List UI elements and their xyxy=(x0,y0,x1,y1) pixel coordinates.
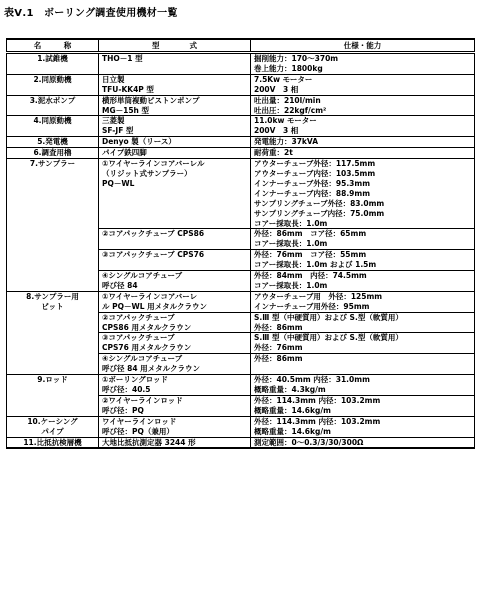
spec-line: 外径：76mm xyxy=(254,343,303,353)
model-cell xyxy=(99,416,251,437)
spec-line: コアー採取長：1.0m および 1.5m xyxy=(254,260,377,270)
model-cell xyxy=(99,229,251,250)
model-cell xyxy=(99,375,251,396)
name-cell xyxy=(7,116,99,137)
spec-line: 耐荷重：2t xyxy=(254,148,293,158)
name-cell xyxy=(7,250,99,271)
spec-line: 7.5Kw モーター xyxy=(254,74,313,84)
model-line: ④シングルコアチューブ xyxy=(102,271,183,281)
table-row xyxy=(7,250,475,271)
model-line: パイプ鉄四脚 xyxy=(102,148,147,158)
spec-cell xyxy=(251,271,475,292)
model-line: 三菱製 xyxy=(102,116,125,126)
spec-line: サンプリングチューブ外径：83.0mm xyxy=(254,198,385,208)
model-line: 横形単筒複動ピストンポンプ xyxy=(102,95,200,105)
spec-line: 11.0kw モーター xyxy=(254,116,317,126)
spec-cell xyxy=(251,354,475,375)
spec-cell xyxy=(251,250,475,271)
model-cell xyxy=(99,291,251,312)
spec-line: 概略重量：4.3kg/m xyxy=(254,385,326,394)
model-line: ③コアパックチューブ CPS76 xyxy=(102,250,205,260)
table-row xyxy=(7,437,475,448)
name-line: 10.ケーシング xyxy=(27,416,78,426)
spec-cell xyxy=(251,416,475,437)
model-line: ④シングルコアチューブ xyxy=(102,354,183,364)
name-line: 4.同原動機 xyxy=(33,116,72,126)
spec-cell xyxy=(251,74,475,95)
spec-line: 概略重量：14.6kg/m xyxy=(254,426,331,436)
model-line: （リジット式サンプラー） xyxy=(102,168,192,178)
spec-line: 吐出量：210l/min xyxy=(254,95,321,105)
model-line: 呼び径：PQ xyxy=(102,405,144,415)
name-line xyxy=(10,333,95,343)
table-row xyxy=(7,395,475,416)
spec-cell xyxy=(251,291,475,312)
model-line: 呼び径：PQ（兼用） xyxy=(102,426,174,436)
name-line: 1.試錐機 xyxy=(37,54,68,63)
spec-cell xyxy=(251,437,475,448)
name-cell xyxy=(7,271,99,292)
name-line: 5.発電機 xyxy=(37,137,68,147)
model-line: THO－1 型 xyxy=(102,54,143,63)
model-line: 呼び径 84 用メタルクラウン xyxy=(102,364,201,374)
name-cell xyxy=(7,416,99,437)
name-cell xyxy=(7,137,99,148)
spec-line: S.Ⅲ 型（中硬質用）および S.型（軟質用） xyxy=(254,333,403,343)
spec-cell xyxy=(251,312,475,333)
equipment-table-body xyxy=(7,39,475,448)
name-cell xyxy=(7,291,99,312)
model-line: ①ワイヤーラインコアバーレ xyxy=(102,291,198,301)
name-cell xyxy=(7,395,99,416)
spec-line: アウターチューブ外径：117.5mm xyxy=(254,159,376,169)
model-cell xyxy=(99,53,251,75)
spec-line: 外径：76mm コア径：55mm xyxy=(254,250,367,260)
spec-line: コアー採取長：1.0m xyxy=(254,280,328,290)
spec-line: インナーチューブ外径：95.3mm xyxy=(254,178,371,188)
table-header-row xyxy=(7,39,475,53)
name-line xyxy=(10,229,95,239)
table-row xyxy=(7,95,475,116)
name-cell xyxy=(7,148,99,159)
header-name: 名 称 xyxy=(7,39,99,53)
model-cell xyxy=(99,312,251,333)
model-line: 大地比抵抗測定器 3244 形 xyxy=(102,437,196,447)
header-spec: 仕様・能力 xyxy=(251,39,475,53)
spec-cell xyxy=(251,333,475,354)
spec-cell xyxy=(251,229,475,250)
name-cell xyxy=(7,333,99,354)
table-row xyxy=(7,137,475,148)
spec-line: S.Ⅲ 型（中硬質用）および S.型（軟質用） xyxy=(254,312,403,322)
model-line: 日立製 xyxy=(102,74,125,84)
spec-line: 外径：86mm xyxy=(254,322,303,332)
model-cell xyxy=(99,116,251,137)
table-row xyxy=(7,53,475,75)
name-line: 8.サンプラー用 xyxy=(26,291,79,301)
table-row xyxy=(7,74,475,95)
name-cell xyxy=(7,53,99,75)
name-cell xyxy=(7,375,99,396)
spec-cell xyxy=(251,375,475,396)
name-line: 2.同原動機 xyxy=(33,74,72,84)
model-line: PQ－WL xyxy=(102,178,135,188)
model-cell xyxy=(99,437,251,448)
model-cell xyxy=(99,395,251,416)
model-line: SF-JF 型 xyxy=(102,126,134,136)
table-row xyxy=(7,375,475,396)
spec-cell xyxy=(251,116,475,137)
model-line: ①ボーリングロッド xyxy=(102,375,169,385)
spec-line: 測定範囲：0～0.3/3/30/300Ω xyxy=(254,437,364,447)
model-cell xyxy=(99,250,251,271)
spec-line: サンプリングチューブ内径：75.0mm xyxy=(254,208,385,218)
spec-line: 外径：84mm 内径：74.5mm xyxy=(254,271,367,281)
spec-line: コアー採取長：1.0m xyxy=(254,239,328,249)
spec-line: インナーチューブ内径：88.9mm xyxy=(254,188,371,198)
spec-line: 外径：40.5mm 内径：31.0mm xyxy=(254,375,370,385)
spec-line: 発電能力：37kVA xyxy=(254,137,319,147)
name-cell xyxy=(7,229,99,250)
table-row xyxy=(7,354,475,375)
name-line: パイプ xyxy=(41,426,64,436)
table-row xyxy=(7,116,475,137)
name-line: 9.ロッド xyxy=(37,375,68,385)
spec-line: 外径：86mm xyxy=(254,354,303,364)
table-row xyxy=(7,333,475,354)
spec-cell xyxy=(251,53,475,75)
model-line: Denyo 製（リース） xyxy=(102,137,176,147)
model-line: ワイヤーラインロッド xyxy=(102,416,177,426)
name-cell xyxy=(7,74,99,95)
model-cell xyxy=(99,74,251,95)
name-line: 3.泥水ポンプ xyxy=(29,95,76,105)
table-row xyxy=(7,291,475,312)
model-line: ②コアパックチューブ xyxy=(102,312,175,322)
model-line: TFU-KK4P 型 xyxy=(102,84,154,94)
spec-line: 概略重量：14.6kg/m xyxy=(254,405,331,415)
model-cell xyxy=(99,148,251,159)
spec-line: アウターチューブ用 外径：125mm xyxy=(254,291,383,301)
model-cell xyxy=(99,333,251,354)
spec-line: コアー採取長：1.0m xyxy=(254,218,328,228)
name-cell xyxy=(7,354,99,375)
table-row xyxy=(7,271,475,292)
spec-line: アウターチューブ内径：103.5mm xyxy=(254,168,376,178)
model-cell xyxy=(99,95,251,116)
table-row xyxy=(7,312,475,333)
name-cell xyxy=(7,312,99,333)
spec-line: 外径：114.3mm 内径：103.2mm xyxy=(254,395,381,405)
model-line: ル PQ－WL 用メタルクラウン xyxy=(102,301,207,311)
model-line: ②ワイヤーラインロッド xyxy=(102,395,183,405)
equipment-table xyxy=(6,38,475,449)
model-cell xyxy=(99,137,251,148)
name-cell xyxy=(7,437,99,448)
header-model: 型 式 xyxy=(99,39,251,53)
model-cell xyxy=(99,354,251,375)
name-line: ビット xyxy=(41,301,64,311)
table-row xyxy=(7,148,475,159)
name-line xyxy=(10,271,95,281)
spec-cell xyxy=(251,148,475,159)
model-line: 呼び径：40.5 xyxy=(102,385,151,394)
model-line: CPS76 用メタルクラウン xyxy=(102,343,192,353)
table-row xyxy=(7,416,475,437)
model-line: MG－15h 型 xyxy=(102,105,150,115)
spec-line: 掘削能力：170～370m xyxy=(254,54,339,63)
model-line: ②コアパックチューブ CPS86 xyxy=(102,229,205,239)
model-cell xyxy=(99,159,251,229)
spec-line: 200V 3 相 xyxy=(254,84,299,94)
name-line: 7.サンプラー xyxy=(29,159,76,169)
name-line xyxy=(10,250,95,260)
name-line: 6.調査用櫓 xyxy=(33,148,72,158)
table-row xyxy=(7,229,475,250)
table-caption: 表Ⅴ.1 ボーリング調査使用機材一覧 xyxy=(4,8,178,19)
spec-line: 吐出圧：22kgf/cm² xyxy=(254,105,327,115)
spec-line: 外径：86mm コア径：65mm xyxy=(254,229,367,239)
model-line: ③コアパックチューブ xyxy=(102,333,175,343)
model-line: CPS86 用メタルクラウン xyxy=(102,322,192,332)
model-line: 呼び径 84 xyxy=(102,280,138,290)
spec-cell xyxy=(251,395,475,416)
spec-cell xyxy=(251,159,475,229)
model-cell xyxy=(99,271,251,292)
spec-line: 巻上能力：1800kg xyxy=(254,63,323,73)
spec-cell xyxy=(251,95,475,116)
name-line xyxy=(10,354,95,364)
name-line xyxy=(10,312,95,322)
name-cell xyxy=(7,95,99,116)
spec-line: 外径：114.3mm 内径：103.2mm xyxy=(254,416,381,426)
table-row xyxy=(7,159,475,229)
name-cell xyxy=(7,159,99,229)
model-line: ①ワイヤーラインコアバーレル xyxy=(102,159,205,169)
spec-cell xyxy=(251,137,475,148)
spec-line: インナーチューブ用外径：95mm xyxy=(254,301,370,311)
spec-line: 200V 3 相 xyxy=(254,126,299,136)
name-line xyxy=(10,395,95,405)
name-line: 11.比抵抗検層機 xyxy=(23,437,82,447)
